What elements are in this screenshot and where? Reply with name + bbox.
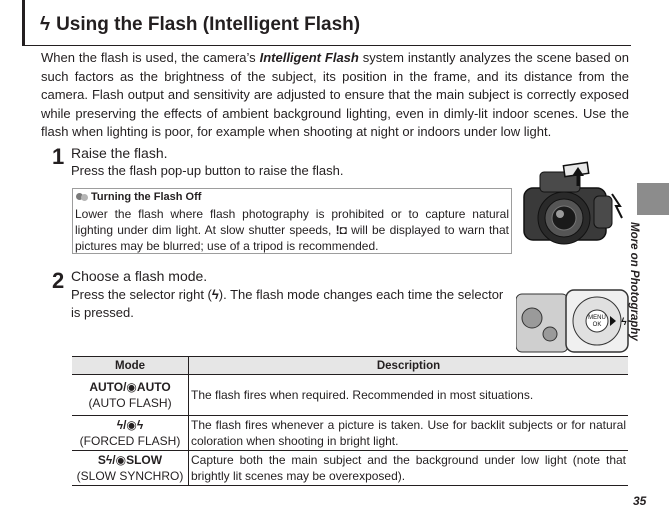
camera-flash-illustration bbox=[520, 160, 630, 252]
page-title bbox=[40, 14, 360, 36]
blur-warning-icon: !◘ bbox=[335, 223, 347, 237]
mode-cell bbox=[72, 451, 189, 486]
note-icon bbox=[76, 192, 88, 201]
description-cell: The flash fires when required. Recommended in most situations. bbox=[189, 375, 629, 416]
description-column-header: Description bbox=[189, 357, 629, 375]
intro-text-2: system instantly analyzes the scene based on such factors as the brightness of the subject, its position in the frame, and its distance from the camera. Flash output and sensitivity are adjusted to ensure that the main subject is correctly exposed while preserving the effects of ambient background lighting, even in dimly-lit indoor scenes. Use the flash when lighting is poor, for example when shooting at night or indoors under low light. bbox=[41, 50, 629, 139]
step-2-text bbox=[71, 286, 511, 321]
page-number: 35 bbox=[633, 494, 647, 508]
description-cell: The flash fires whenever a picture is taken. Use for backlit subjects or for natural coloration when shooting in bright light. bbox=[189, 416, 629, 451]
svg-text:OK: OK bbox=[592, 322, 602, 328]
section-tab bbox=[637, 183, 669, 215]
flash-icon: ϟ bbox=[621, 317, 627, 328]
mode-cell bbox=[72, 375, 189, 416]
mode-cell bbox=[72, 416, 189, 451]
mode-name: (AUTO FLASH) bbox=[88, 396, 172, 410]
step-1-text: Press the flash pop-up button to raise the flash. bbox=[71, 163, 344, 178]
step-2-text-2: ). The flash mode changes each time the selector is pressed. bbox=[71, 287, 504, 320]
selector-illustration bbox=[516, 288, 632, 354]
note-text bbox=[75, 206, 509, 254]
page-title-text: Using the Flash (Intelligent Flash) bbox=[56, 14, 361, 35]
mode-name: (SLOW SYNCHRO) bbox=[76, 469, 184, 483]
slow-synchro-icon: Sϟ/◉SLOW bbox=[97, 453, 163, 467]
step-2-number: 2 bbox=[52, 268, 65, 293]
description-cell: Capture both the main subject and the background under low light (note that brightly lit scenes may be overexposed). bbox=[189, 451, 629, 486]
mode-column-header: Mode bbox=[72, 357, 189, 375]
section-tab-label-text: More on Photography bbox=[628, 222, 640, 341]
note-text-2: will be displayed to warn that pictures may be blurred; use of a tripod is recommended. bbox=[75, 223, 509, 253]
intro-text-1: When the flash is used, the camera’s bbox=[41, 50, 260, 65]
mode-name: (FORCED FLASH) bbox=[79, 434, 181, 448]
step-2-text-1: Press the selector right ( bbox=[71, 287, 212, 302]
step-1-number: 1 bbox=[52, 144, 65, 169]
section-tab-label bbox=[628, 222, 652, 362]
auto-flash-icon: AUTO/◉AUTO bbox=[89, 380, 171, 394]
flash-icon: ϟ bbox=[211, 287, 219, 302]
intelligent-flash-term: Intelligent Flash bbox=[259, 50, 359, 65]
flash-icon: ϟ bbox=[40, 14, 51, 35]
note-text-1: Lower the flash where flash photography is prohibited or to capture natural lighting under dim light. At slow shutter speeds, bbox=[75, 207, 509, 237]
forced-flash-icon: ϟ/◉ϟ bbox=[116, 418, 144, 432]
table-row bbox=[72, 375, 628, 416]
flash-mode-table bbox=[72, 356, 628, 486]
header-accent-bar bbox=[22, 0, 25, 46]
intro-paragraph bbox=[41, 49, 629, 142]
table-row bbox=[72, 451, 628, 486]
menu-ok-label: MENU bbox=[588, 315, 606, 321]
step-2-title: Choose a flash mode. bbox=[71, 268, 208, 284]
note-title bbox=[76, 191, 201, 203]
header-rule bbox=[25, 45, 631, 46]
step-1-title: Raise the flash. bbox=[71, 145, 168, 161]
table-row bbox=[72, 416, 628, 451]
note-title-text: Turning the Flash Off bbox=[91, 191, 202, 203]
